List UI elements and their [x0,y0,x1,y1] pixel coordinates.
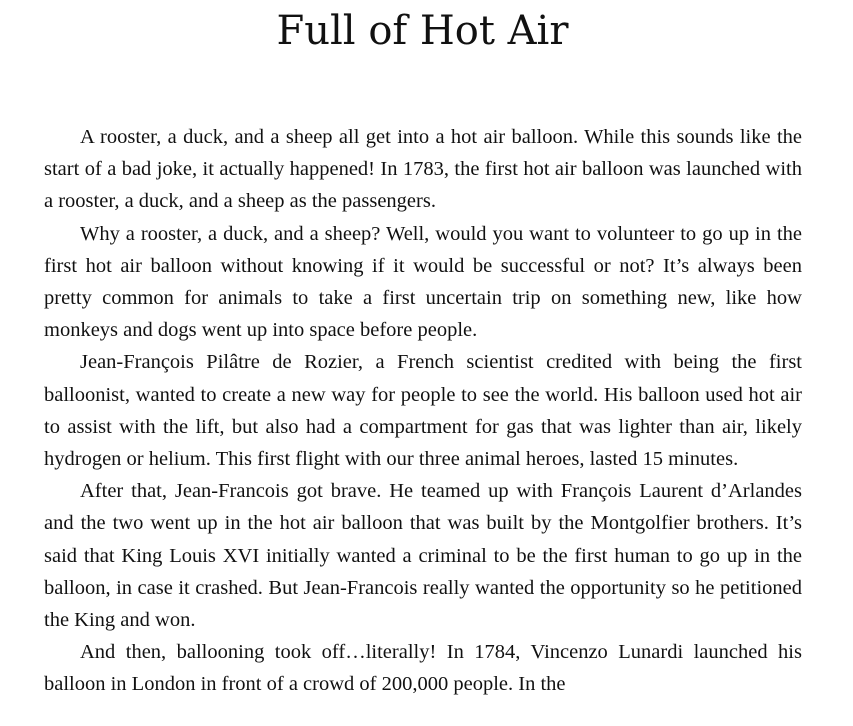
article-body [44,121,802,701]
paragraph-1: A rooster, a duck, and a sheep all get into a hot air balloon. While this sounds like the start of a bad joke, it actually happened! In 1783, the first hot air balloon was launched with a rooster, a duck, and a sheep as the passengers. [44,126,802,213]
page-title: Full of Hot Air [276,8,569,54]
paragraph-3: Jean-François Pilâtre de Rozier, a French scientist credited with being the first balloonist, wanted to create a new way for people to see the world. His balloon used hot air to assist with the lift, but also had a compartment for gas that was lighter than air, likely hydrogen or helium. This first flight with our three animal heroes, lasted 15 minutes. [44,351,802,471]
paragraph-5: And then, ballooning took off…literally! In 1784, Vincenzo Lunardi launched his balloon in London in front of a crowd of 200,000 people. In the [44,641,802,696]
paragraph-2: Why a rooster, a duck, and a sheep? Well, would you want to volunteer to go up in the first hot air balloon without knowing if it would be successful or not? It’s always been pretty common for animals to take a first uncertain trip on something new, like how monkeys and dogs went up into space before people. [44,222,802,342]
paragraph-4: After that, Jean-Francois got brave. He teamed up with François Laurent d’Arlandes and the two went up in the hot air balloon that was built by the Montgolfier brothers. It’s said that King Louis XVI initially wanted a criminal to be the first human to go up in the balloon, in case it crashed. But Jean-Francois really wanted the opportunity so he petitioned the King and won. [44,480,802,632]
